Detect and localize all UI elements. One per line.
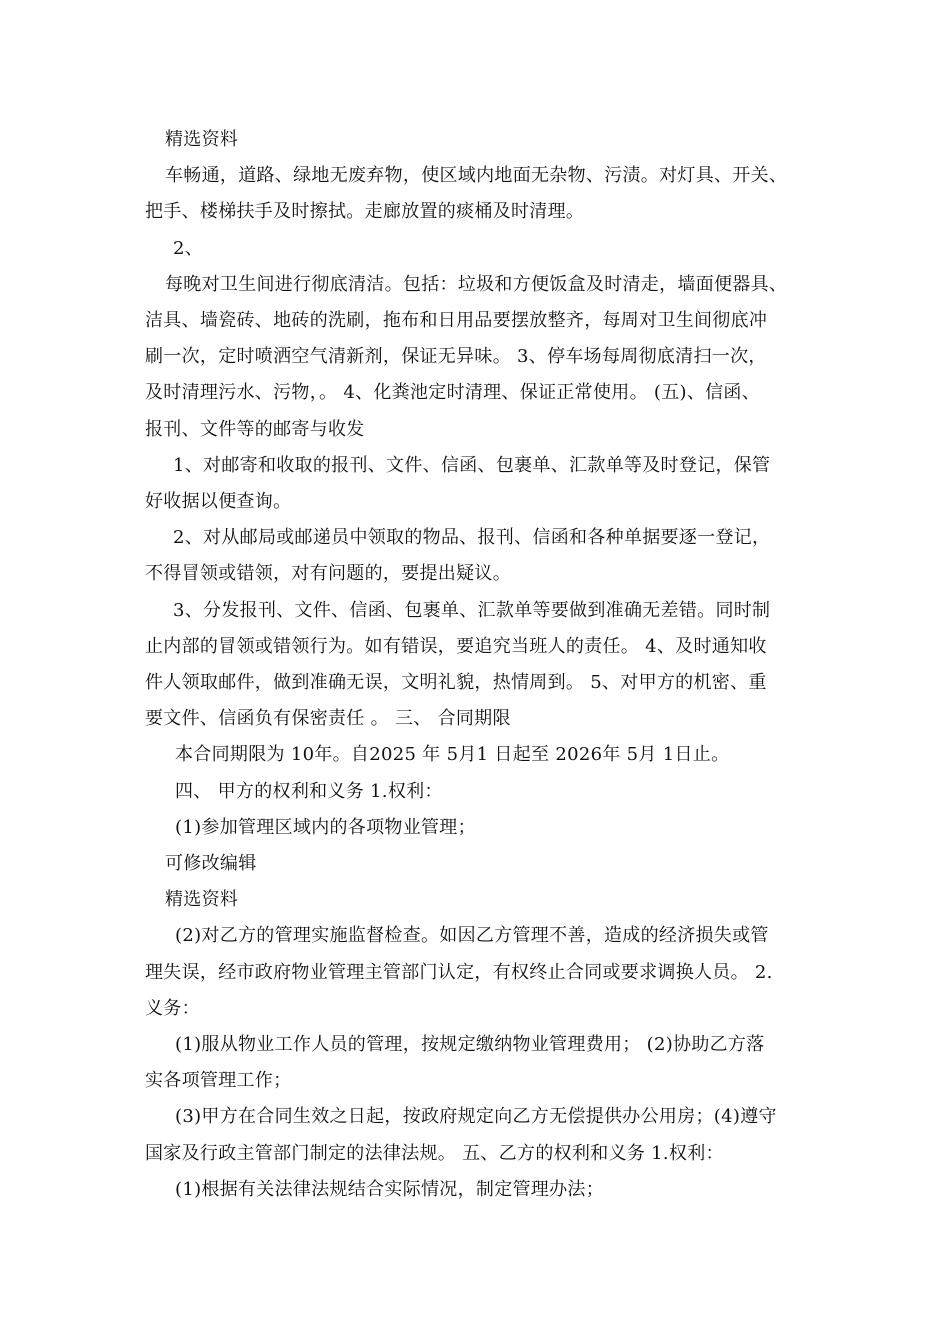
body-line: (3)甲方在合同生效之日起，按政府规定向乙方无偿提供办公用房；(4)遵守 <box>175 1106 777 1128</box>
body-line: 好收据以便查询。 <box>145 491 292 513</box>
body-line: (2)对乙方的管理实施监督检查。如因乙方管理不善，造成的经济损失或管 <box>175 925 769 947</box>
header-label: 精选资料 <box>165 889 239 911</box>
body-line: 国家及行政主管部门制定的法律法规。 五、乙方的权利和义务 1.权利： <box>145 1142 724 1164</box>
section-heading: 四、 甲方的权利和义务 1.权利： <box>175 780 443 802</box>
footer-label: 可修改编辑 <box>165 853 257 875</box>
body-line: 件人领取邮件，做到准确无误，文明礼貌，热情周到。 5、对甲方的机密、重 <box>145 672 767 694</box>
body-line: 本合同期限为 10年。自2025 年 5月1 日起至 2026年 5月 1日止。 <box>175 744 730 766</box>
body-line: 2、对从邮局或邮递员中领取的物品、报刊、信函和各种单据要逐一登记， <box>173 527 771 549</box>
body-line: 每晚对卫生间进行彻底清洁。包括：垃圾和方便饭盒及时清走，墙面便器具、 <box>165 273 788 295</box>
body-line: (1)根据有关法律法规结合实际情况，制定管理办法； <box>175 1178 604 1200</box>
body-line: 车畅通，道路、绿地无废弃物，使区域内地面无杂物、污渍。对灯具、开关、 <box>165 165 788 187</box>
body-line: (1)服从物业工作人员的管理，按规定缴纳物业管理费用； (2)协助乙方落 <box>175 1034 765 1056</box>
body-line: 义务： <box>145 997 200 1019</box>
body-line: 及时清理污水、污物，。 4、化粪池定时清理、保证正常使用。 (五)、信函、 <box>145 382 761 404</box>
header-label: 精选资料 <box>165 129 239 150</box>
body-line: 刷一次，定时喷洒空气清新剂，保证无异味。 3、停车场每周彻底清扫一次， <box>145 346 767 368</box>
body-line: 洁具、墙瓷砖、地砖的洗刷，拖布和日用品要摆放整齐，每周对卫生间彻底冲 <box>145 310 768 332</box>
body-line: 报刊、文件等的邮寄与收发 <box>145 418 365 440</box>
body-line: 3、分发报刊、文件、信函、包裹单、汇款单等要做到准确无差错。同时制 <box>173 599 771 621</box>
body-line: 止内部的冒领或错领行为。如有错误，要追究当班人的责任。 4、及时通知收 <box>145 635 767 657</box>
body-line: 不得冒领或错领，对有问题的，要提出疑议。 <box>145 563 511 585</box>
body-line: (1)参加管理区域内的各项物业管理； <box>175 816 476 838</box>
body-line: 1、对邮寄和收取的报刊、文件、信函、包裹单、汇款单等及时登记，保管 <box>173 454 771 476</box>
body-line: 要文件、信函负有保密责任 。 三、 合同期限 <box>145 708 511 730</box>
section-number: 2、 <box>173 237 204 259</box>
body-line: 实各项管理工作； <box>145 1070 292 1092</box>
body-line: 把手、楼梯扶手及时擦拭。走廊放置的痰桶及时清理。 <box>145 201 585 223</box>
body-line: 理失误，经市政府物业管理主管部门认定，有权终止合同或要求调换人员。 2. <box>145 961 773 983</box>
